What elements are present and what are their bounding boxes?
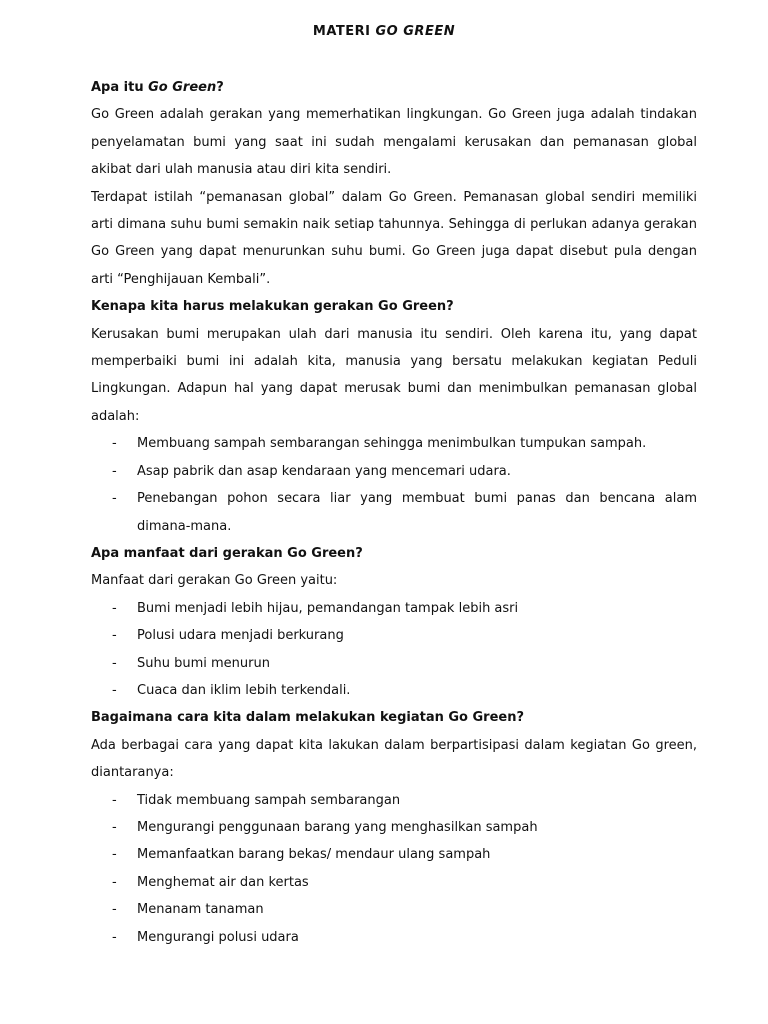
list-item-text: Menghemat air dan kertas bbox=[137, 874, 309, 890]
dash-bullet: - bbox=[112, 902, 117, 918]
list-item-text: Polusi udara menjadi berkurang bbox=[137, 628, 344, 644]
list-item-text: Tidak membuang sampah sembarangan bbox=[137, 792, 401, 808]
dash-bullet: - bbox=[112, 436, 117, 452]
dash-bullet: - bbox=[112, 463, 117, 479]
heading-suffix: ? bbox=[216, 80, 224, 95]
list-item-text: Membuang sampah sembarangan sehingga menimbulkan tumpukan sampah. bbox=[137, 436, 647, 452]
list-item-text: Penebangan pohon secara liar yang membuat bumi panas dan bencana alam dimana-mana. bbox=[137, 491, 697, 534]
list-item-text: Mengurangi polusi udara bbox=[137, 929, 299, 945]
dash-bullet: - bbox=[112, 874, 117, 890]
list-item-text: Asap pabrik dan asap kendaraan yang mencemari udara. bbox=[137, 463, 511, 479]
dash-bullet: - bbox=[112, 792, 117, 808]
dash-bullet: - bbox=[112, 847, 117, 863]
dash-list bbox=[91, 595, 697, 705]
dash-list bbox=[91, 430, 697, 540]
list-item bbox=[91, 485, 697, 540]
title-prefix: MATERI bbox=[312, 24, 376, 39]
list-item bbox=[91, 924, 697, 951]
list-item bbox=[91, 595, 697, 622]
section-heading: Bagaimana cara kita dalam melakukan kegiatan Go Green? bbox=[91, 710, 525, 726]
dash-bullet: - bbox=[112, 600, 117, 616]
list-item bbox=[91, 622, 697, 649]
list-item bbox=[91, 650, 697, 677]
list-item bbox=[91, 677, 697, 704]
heading-emphasis: Go Green bbox=[148, 80, 217, 95]
list-item bbox=[91, 458, 697, 485]
page-title bbox=[0, 24, 768, 39]
list-item-text: Memanfaatkan barang bekas/ mendaur ulang sampah bbox=[137, 847, 491, 863]
heading-text: Apa itu bbox=[91, 80, 149, 95]
list-item-text: Menanam tanaman bbox=[137, 902, 264, 918]
list-item-text: Bumi menjadi lebih hijau, pemandangan tampak lebih asri bbox=[137, 600, 519, 616]
dash-bullet: - bbox=[112, 819, 117, 835]
paragraph: Ada berbagai cara yang dapat kita lakukan dalam berpartisipasi dalam kegiatan Go green, diantaranya: bbox=[91, 737, 697, 781]
paragraph: Go Green adalah gerakan yang memerhatikan lingkungan. Go Green juga adalah tindakan penyelamatan bumi yang saat ini sudah mengalami kerusakan dan pemanasan global akibat dari ulah manusia atau diri kita sendiri. bbox=[91, 107, 697, 178]
list-item bbox=[91, 841, 697, 868]
paragraph: Kerusakan bumi merupakan ulah dari manusia itu sendiri. Oleh karena itu, yang dapat memperbaiki bumi ini adalah kita, manusia yang bersatu melakukan kegiatan Peduli Lingkungan. Adapun hal yang dapat merusak bumi dan menimbulkan pemanasan global adalah: bbox=[91, 326, 697, 424]
list-item-text: Suhu bumi menurun bbox=[137, 655, 270, 671]
list-item bbox=[91, 896, 697, 923]
dash-bullet: - bbox=[112, 929, 117, 945]
section-heading bbox=[91, 74, 697, 101]
document-body bbox=[91, 74, 697, 951]
dash-bullet: - bbox=[112, 655, 117, 671]
dash-list bbox=[91, 787, 697, 951]
title-emphasis: GO GREEN bbox=[375, 24, 456, 39]
dash-bullet: - bbox=[112, 491, 117, 507]
paragraph: Manfaat dari gerakan Go Green yaitu: bbox=[91, 573, 338, 589]
section-heading: Kenapa kita harus melakukan gerakan Go Green? bbox=[91, 299, 454, 315]
list-item bbox=[91, 814, 697, 841]
dash-bullet: - bbox=[112, 628, 117, 644]
paragraph: Terdapat istilah “pemanasan global” dalam Go Green. Pemanasan global sendiri memiliki arti dimana suhu bumi semakin naik setiap tahunnya. Sehingga di perlukan adanya gerakan Go Green yang dapat menurunkan suhu bumi. Go Green juga dapat disebut pula dengan arti “Penghijauan Kembali”. bbox=[91, 189, 697, 287]
list-item bbox=[91, 430, 697, 457]
list-item bbox=[91, 869, 697, 896]
list-item-text: Mengurangi penggunaan barang yang menghasilkan sampah bbox=[137, 819, 538, 835]
section-heading: Apa manfaat dari gerakan Go Green? bbox=[91, 545, 363, 561]
dash-bullet: - bbox=[112, 682, 117, 698]
list-item bbox=[91, 787, 697, 814]
list-item-text: Cuaca dan iklim lebih terkendali. bbox=[137, 682, 351, 698]
